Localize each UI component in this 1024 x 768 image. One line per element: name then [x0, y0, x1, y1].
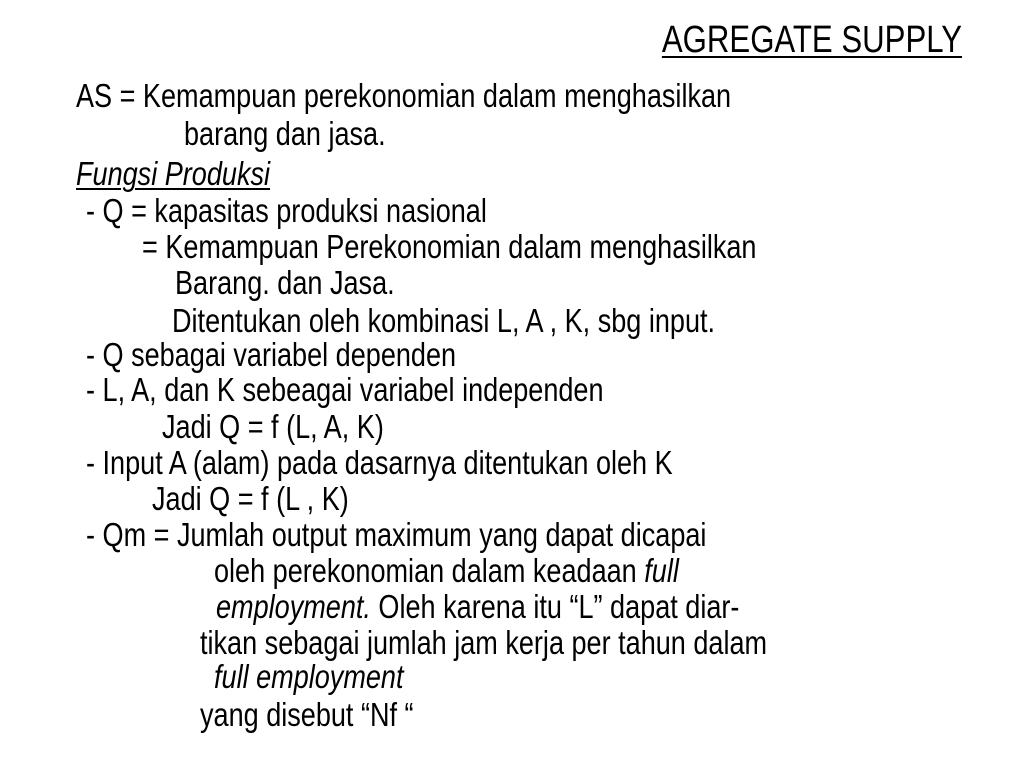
text-line-jadi-q-lk: Jadi Q = f (L , K): [152, 480, 349, 517]
text-line-input-a: - Input A (alam) pada dasarnya ditentukan oleh K: [86, 444, 673, 481]
text-segment-italic-employment: employment.: [216, 588, 371, 625]
text-segment-normal: Oleh karena itu “L” dapat diar-: [370, 588, 740, 625]
text-line-oleh-perekonomian: [214, 553, 679, 589]
text-line-ditentukan: Ditentukan oleh kombinasi L, A , K, sbg input.: [172, 302, 716, 339]
heading-fungsi-produksi: Fungsi Produksi: [76, 155, 271, 192]
text-line-as-definition: AS = Kemampuan perekonomian dalam menghasilkan: [76, 77, 732, 114]
text-line-yang-disebut: yang disebut “Nf “: [200, 696, 414, 733]
slide-title: AGREGATE SUPPLY: [661, 19, 962, 61]
text-line-qm-jumlah: - Qm = Jumlah output maximum yang dapat dicapai: [86, 516, 707, 553]
text-line-jadi-q-lak: Jadi Q = f (L, A, K): [162, 408, 384, 445]
text-line-barang-jasa: Barang. dan Jasa.: [175, 264, 395, 301]
text-line-employment: [216, 589, 739, 625]
text-line-q-dependen: - Q sebagai variabel dependen: [86, 336, 457, 373]
text-line-full-employment: full employment: [214, 658, 404, 695]
text-segment-normal: oleh perekonomian dalam keadaan: [214, 552, 645, 589]
text-line-q-kapasitas: - Q = kapasitas produksi nasional: [86, 192, 487, 229]
text-line-tikan: tikan sebagai jumlah jam kerja per tahun dalam: [200, 624, 768, 661]
text-line-as-definition-cont: barang dan jasa.: [184, 115, 386, 152]
text-line-lak-independen: - L, A, dan K sebeagai variabel independen: [86, 371, 604, 408]
text-line-q-kemampuan: = Kemampuan Perekonomian dalam menghasilkan: [142, 228, 757, 265]
text-segment-italic-full: full: [644, 552, 679, 589]
